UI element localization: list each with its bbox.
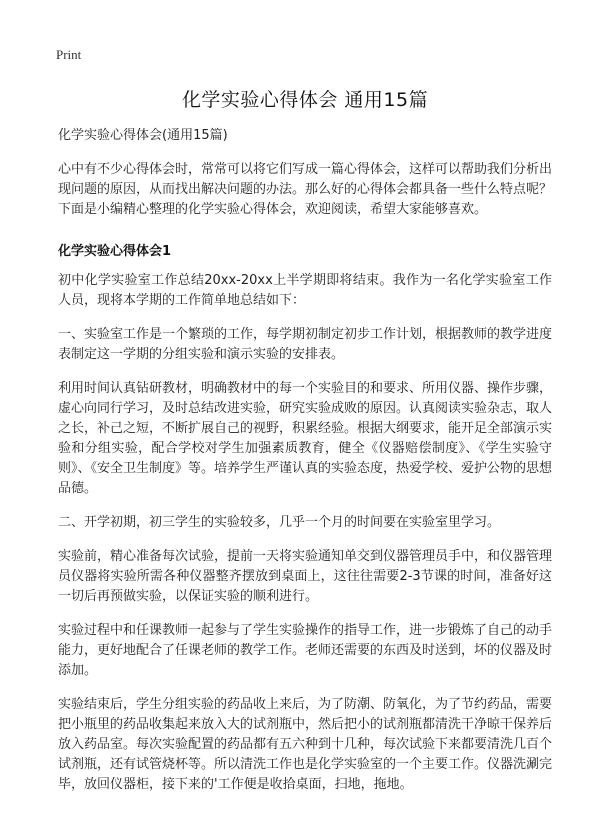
section-heading: 化学实验心得体会1	[58, 244, 172, 259]
body-paragraph: 一、实验室工作是一个繁琐的工作，每学期初制定初步工作计划，根据教师的教学进度表制定这一学期的分组实验和演示实验的安排表。	[58, 327, 553, 362]
body-paragraph: 实验前，精心准备每次试验，提前一天将实验通知单交到仪器管理员手中，和仪器管理员仪器将实验所需各种仪器整齐摆放到桌面上，这往往需要2-3节课的时间，准备好这一切后再预做实验，以保证实验的顺利进行。	[58, 549, 553, 604]
body-paragraph: 初中化学实验室工作总结20xx-20xx上半学期即将结束。我作为一名化学实验室工作人员，现将本学期的工作简单地总结如下：	[58, 273, 552, 308]
body-paragraph: 利用时间认真钻研教材，明确教材中的每一个实验目的和要求、所用仪器、操作步骤，虚心向同行学习，及时总结改进实验，研究实验成败的原因。认真阅读实验杂志，取人之长，补己之短，不断扩展自己的视野，积累经验。根据大纲要求，能开足全部演示实验和分组实验，配合学校对学生加强素质教育，健全《仪器赔偿制度》、《学生实验守则》、《安全卫生制度》等。培养学生严谨认真的实验态度，热爱学校、爱护公物的思想品德。	[58, 381, 553, 496]
article-subtitle: 化学实验心得体会(通用15篇)	[58, 128, 228, 143]
body-paragraph: 二、开学初期，初三学生的实验较多，几乎一个月的时间要在实验室里学习。	[58, 515, 501, 530]
intro-paragraph: 心中有不少心得体会时，常常可以将它们写成一篇心得体会，这样可以帮助我们分析出现问题的原因，从而找出解决问题的办法。那么好的心得体会都具备一些什么特点呢？下面是小编精心整理的化学实验心得体会，欢迎阅读，希望大家能够喜欢。	[58, 162, 553, 217]
body-paragraph: 实验过程中和任课教师一起参与了学生实验操作的指导工作，进一步锻炼了自己的动手能力，更好地配合了任课老师的教学工作。老师还需要的东西及时送到，坏的仪器及时添加。	[58, 623, 553, 678]
body-paragraph: 实验结束后，学生分组实验的药品收上来后，为了防潮、防氧化，为了节约药品，需要把小瓶里的药品收集起来放入大的试剂瓶中，然后把小的试剂瓶都清洗干净晾干保养后放入药品室。每次实验配置的药品都有五六种到十几种，每次试验下来都要清洗几百个试剂瓶，还有试管烧杯等。所以清洗工作也是化学实验室的一个主要工作。仪器洗涮完毕，放回仪器柜，接下来的'工作便是收拾桌面，扫地，拖地。	[58, 697, 553, 792]
article-title: 化学实验心得体会 通用15篇	[181, 89, 429, 111]
print-link[interactable]: Print	[56, 47, 82, 62]
